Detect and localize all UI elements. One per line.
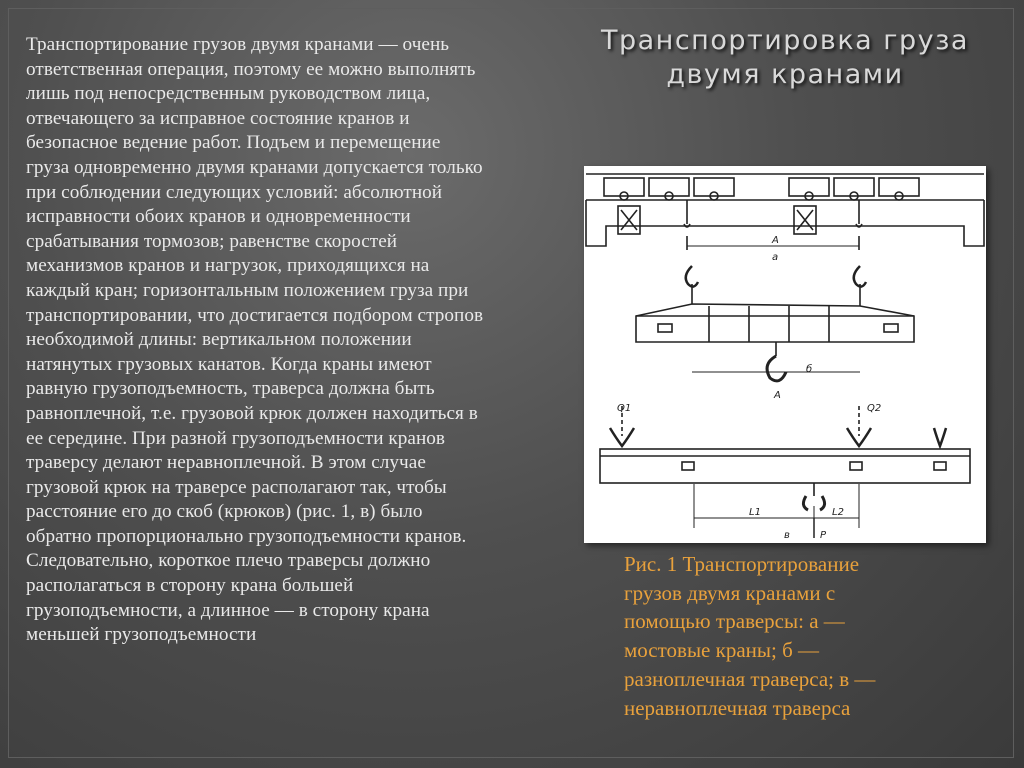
- figure-caption: [624, 550, 984, 722]
- label-q1: Q1: [617, 403, 632, 414]
- body-line: срабатывания тормозов; равенстве скоростей: [26, 230, 398, 252]
- caption-line: грузов двумя кранами с: [624, 580, 836, 605]
- label-l2: L2: [832, 507, 844, 518]
- label-l1: L1: [749, 507, 761, 518]
- label-b-dim: A: [774, 390, 781, 401]
- label-a-dim: A: [772, 235, 779, 246]
- caption-line: разноплечная траверса; в —: [624, 666, 876, 691]
- body-line: грузоподъемности, а длинное — в сторону крана: [26, 599, 430, 621]
- figure-crane-traverse: [584, 166, 986, 543]
- body-line: механизмов кранов и нагрузок, приходящихся на: [26, 255, 430, 277]
- body-line: Транспортирование грузов двумя кранами — очень: [26, 34, 450, 55]
- caption-line: Рис. 1 Транспортирование: [624, 552, 860, 576]
- label-v-letter: в: [784, 530, 790, 541]
- body-line: ответственная операция, поэтому ее можно выполнять: [26, 58, 476, 80]
- label-q2: Q2: [867, 403, 882, 414]
- body-line: равноплечной, т.е. грузовой крюк должен находиться в: [26, 402, 478, 424]
- slide-title: Транспортировка груза двумя кранами: [601, 25, 969, 90]
- body-line: груза одновременно двумя кранами допускается только: [26, 156, 483, 178]
- body-line: транспортировании, что достигается подбором стропов: [26, 304, 484, 326]
- body-line: исправности обоих кранов и одновременности: [26, 206, 411, 228]
- caption-line: помощью траверсы: а —: [624, 609, 845, 634]
- body-line: расстояние его до скоб (крюков) (рис. 1, в) было: [26, 501, 423, 523]
- label-p: P: [820, 530, 827, 541]
- body-line: необходимой длины: вертикальном положении: [26, 329, 412, 351]
- label-a-letter: а: [772, 252, 779, 263]
- body-line: Следовательно, короткое плечо траверсы должно: [26, 550, 431, 572]
- body-line: равную грузоподъемность, траверса должна быть: [26, 378, 435, 400]
- body-line: траверсу делают неравноплечной. В этом случае: [26, 452, 426, 474]
- body-line: натянутых грузовых канатов. Когда краны имеют: [26, 353, 432, 375]
- body-text: [26, 33, 566, 648]
- body-line: отвечающего за исправное состояние кранов и: [26, 107, 410, 129]
- body-line: безопасное ведение работ. Подъем и перемещение: [26, 132, 441, 154]
- body-line: меньшей грузоподъемности: [26, 624, 257, 646]
- diagram-a-overhead-cranes: [586, 174, 984, 263]
- body-line: каждый кран; горизонтальным положением груза при: [26, 279, 469, 301]
- body-line: грузовой крюк на траверсе располагают так, чтобы: [26, 476, 447, 498]
- label-b-letter: б: [806, 364, 813, 375]
- body-line: располагаться в сторону крана большей: [26, 575, 354, 597]
- body-line: лишь под непосредственным руководством лица,: [26, 83, 431, 105]
- body-line: при соблюдении следующих условий: абсолютной: [26, 181, 443, 203]
- body-line: обратно пропорционально грузоподъемности кранов.: [26, 525, 467, 547]
- diagram-b-traverse: [636, 266, 914, 401]
- diagram-v-traverse: [600, 403, 970, 541]
- caption-line: мостовые краны; б —: [624, 638, 820, 663]
- body-line: ее середине. При разной грузоподъемности кранов: [26, 427, 446, 449]
- caption-line: неравноплечная траверса: [624, 695, 851, 720]
